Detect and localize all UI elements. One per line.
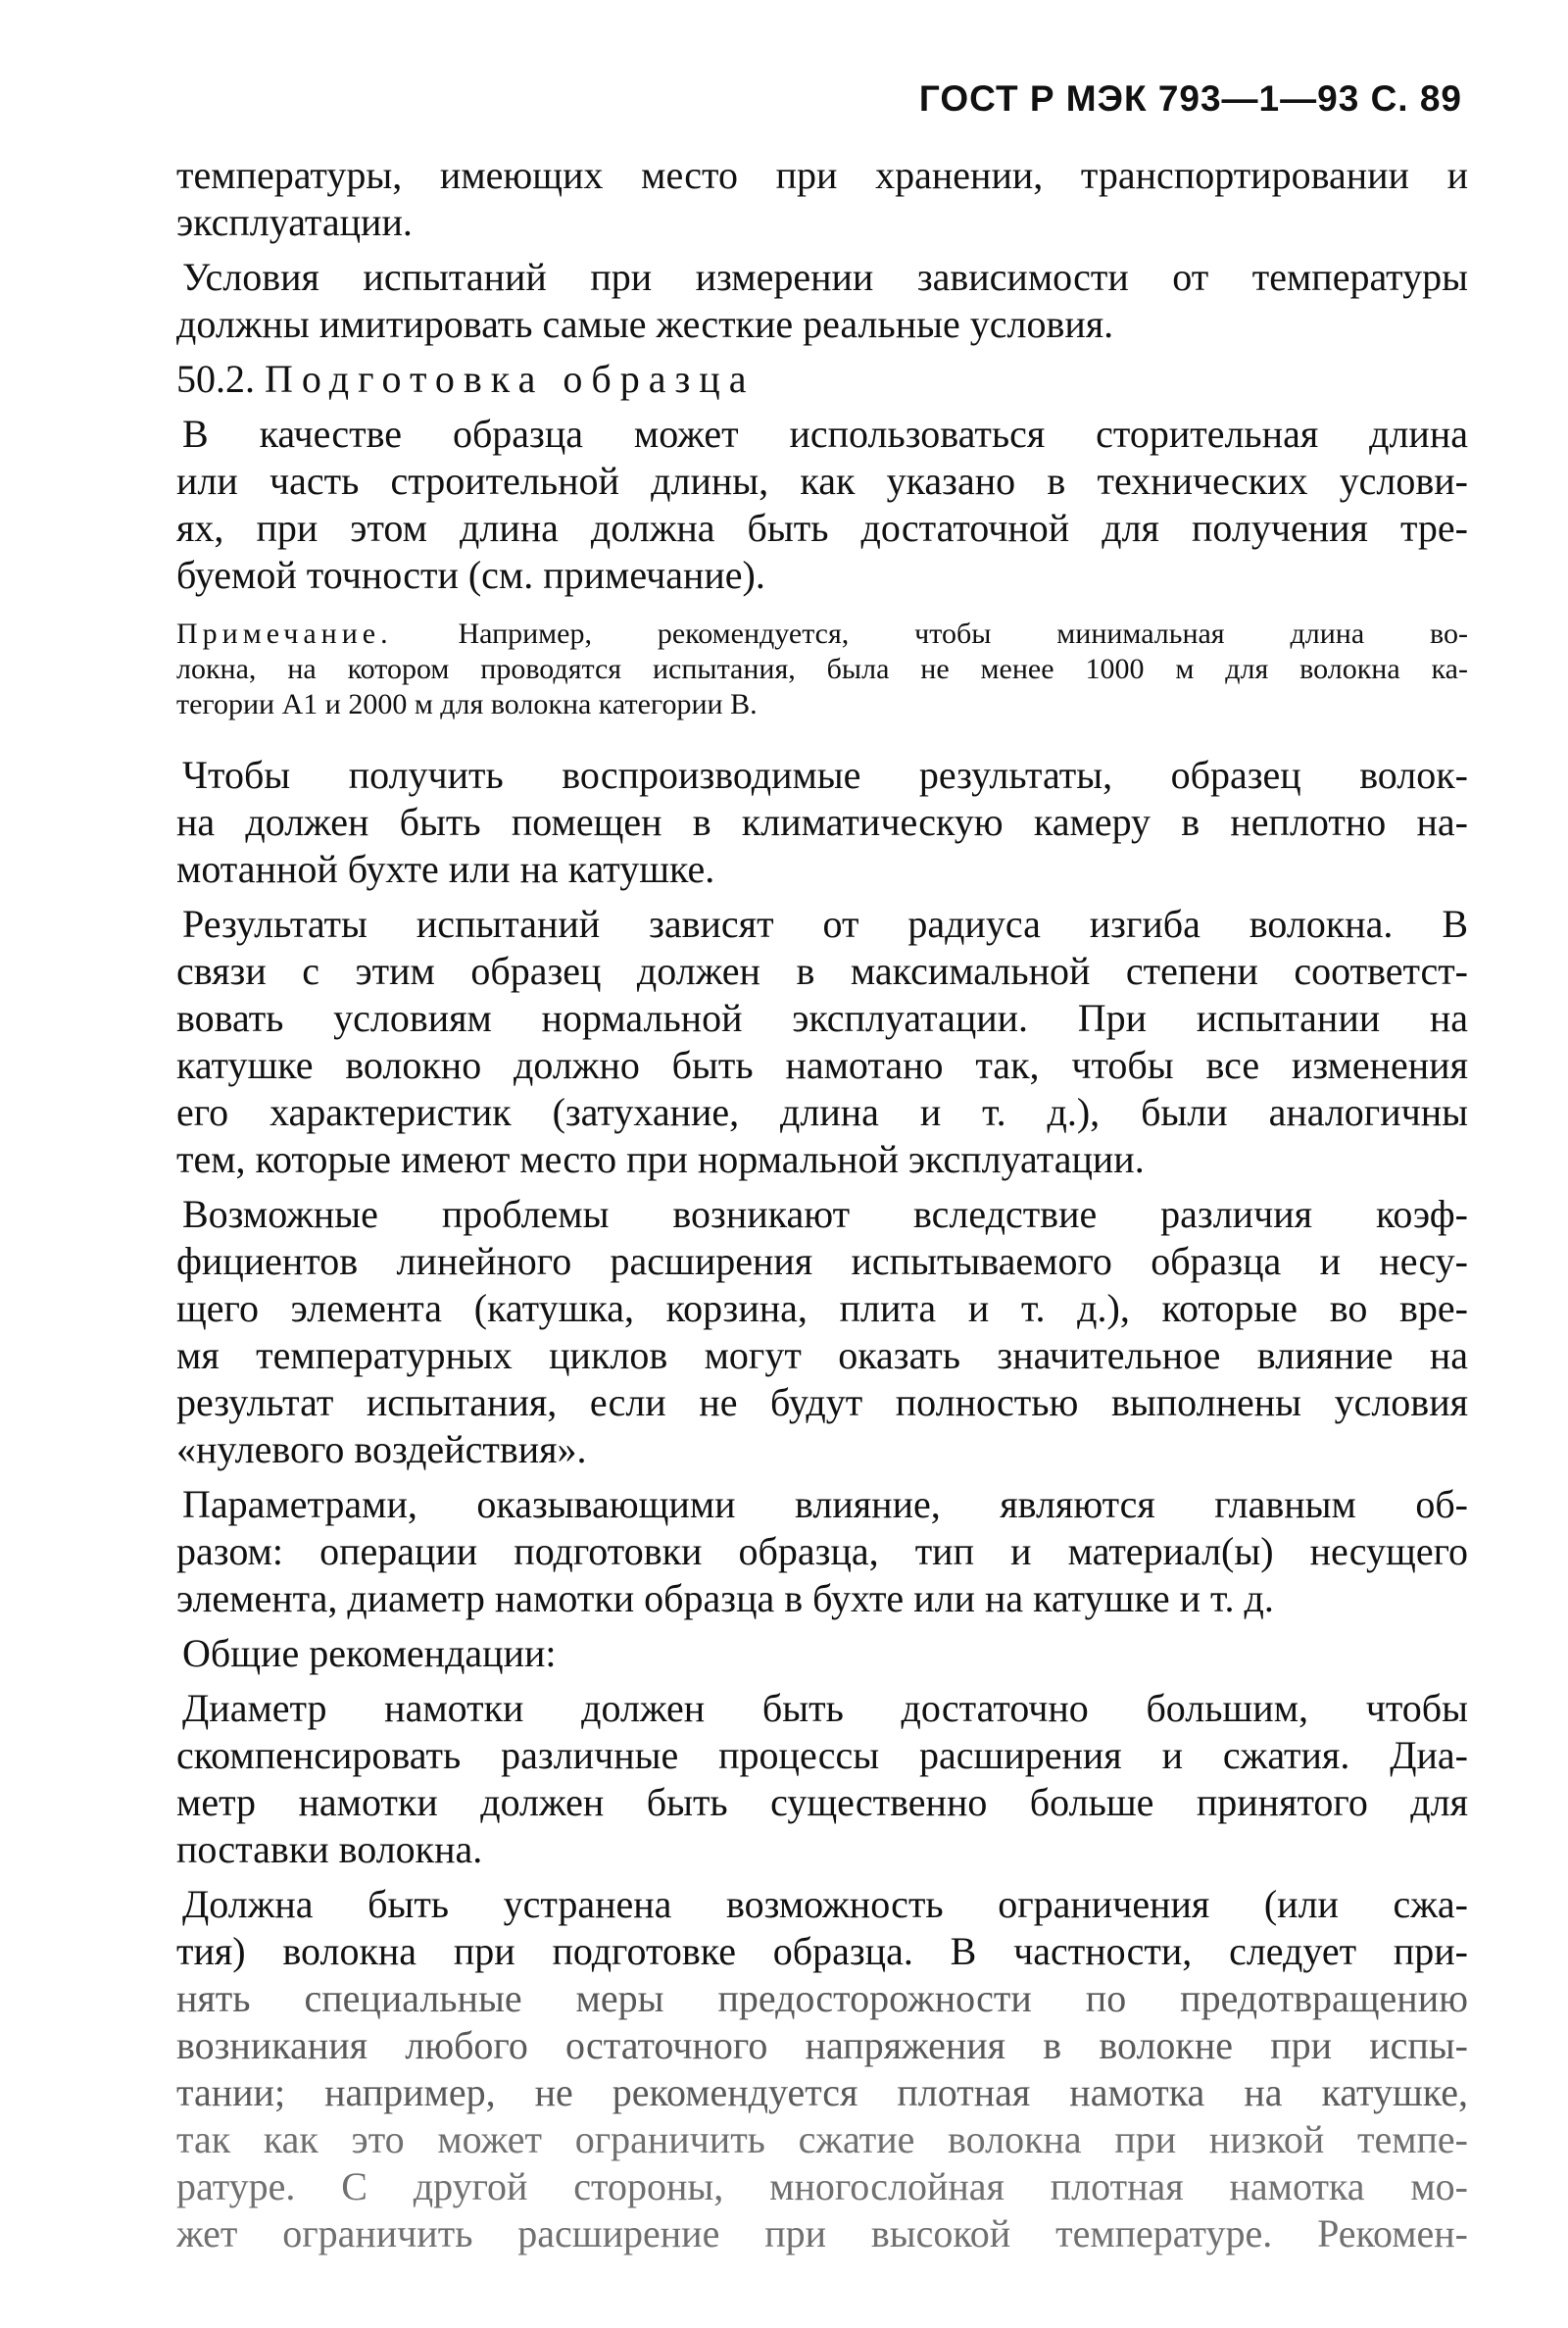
paragraph-10 xyxy=(176,1881,1468,2257)
text-line: элемента, диаметр намотки образца в бухте или на катушке и т. д. xyxy=(176,1576,1274,1620)
section-number: 50.2. xyxy=(176,357,255,401)
text-line: нять специальные меры предосторожности по предотвращению xyxy=(176,1976,1468,2020)
paragraph-1 xyxy=(176,152,1468,246)
text-line: ях, при этом длина должна быть достаточной для получения тре- xyxy=(176,506,1468,550)
running-header: ГОСТ Р МЭК 793—1—93 С. 89 xyxy=(918,78,1462,119)
text-line: метр намотки должен быть существенно больше принятого для xyxy=(176,1780,1468,1824)
paragraph-9 xyxy=(176,1685,1468,1873)
text-line: на должен быть помещен в климатическую камеру в неплотно на- xyxy=(176,800,1468,844)
text-line: Условия испытаний при измерении зависимости от температуры xyxy=(182,255,1468,299)
text-line: эксплуатации. xyxy=(176,200,413,244)
text-line: тании; например, не рекомендуется плотная намотка на катушке, xyxy=(176,2070,1468,2114)
section-title: Подготовка образца xyxy=(265,357,756,401)
text-line: Должна быть устранена возможность ограничения (или сжа- xyxy=(182,1882,1468,1926)
text-line: щего элемента (катушка, корзина, плита и т. д.), которые во вре- xyxy=(176,1286,1468,1330)
text-line: или часть строительной длины, как указано в технических услови- xyxy=(176,459,1468,503)
text-line: вовать условиям нормальной эксплуатации. При испытании на xyxy=(176,996,1468,1040)
section-heading xyxy=(176,356,1468,403)
text-line: результат испытания, если не будут полностью выполнены условия xyxy=(176,1380,1468,1424)
paragraph-3 xyxy=(176,411,1468,599)
text-line: В качестве образца может использоваться сторительная длина xyxy=(182,412,1468,456)
text-line: возникания любого остаточного напряжения в волокне при испы- xyxy=(176,2023,1468,2067)
note-block xyxy=(176,617,1468,722)
text-line: разом: операции подготовки образца, тип и материал(ы) несущего xyxy=(176,1529,1468,1573)
text-line: жет ограничить расширение при высокой температуре. Рекомен- xyxy=(176,2211,1468,2255)
text-line: тем, которые имеют место при нормальной эксплуатации. xyxy=(176,1137,1145,1181)
paragraph-5 xyxy=(176,901,1468,1183)
text-line: фициентов линейного расширения испытываемого образца и несу- xyxy=(176,1239,1468,1283)
text-line: мя температурных циклов могут оказать значительное влияние на xyxy=(176,1333,1468,1377)
body-text xyxy=(176,152,1468,2265)
text-line: Возможные проблемы возникают вследствие различия коэф- xyxy=(182,1192,1468,1236)
text-line: должны имитировать самые жесткие реальные условия. xyxy=(176,302,1114,346)
text-line: температуры, имеющих место при хранении, транспортировании и xyxy=(176,153,1468,197)
note-label: Примечание. xyxy=(176,618,393,650)
text-line: Общие рекомендации: xyxy=(182,1631,557,1675)
paragraph-2 xyxy=(176,254,1468,348)
paragraph-8 xyxy=(176,1630,1468,1677)
text-line: тия) волокна при подготовке образца. В частности, следует при- xyxy=(176,1929,1468,1973)
text-line: так как это может ограничить сжатие волокна при низкой темпе- xyxy=(176,2117,1468,2161)
text-line: Диаметр намотки должен быть достаточно большим, чтобы xyxy=(182,1686,1468,1730)
text-line: катушке волокно должно быть намотано так, чтобы все изменения xyxy=(176,1043,1468,1087)
paragraph-4 xyxy=(176,752,1468,893)
text-line: буемой точности (см. примечание). xyxy=(176,553,765,597)
note-first-line xyxy=(176,617,1468,652)
text-line: его характеристик (затухание, длина и т. д.), были аналогичны xyxy=(176,1090,1468,1134)
text-line: скомпенсировать различные процессы расширения и сжатия. Диа- xyxy=(176,1733,1468,1777)
text-line: «нулевого воздействия». xyxy=(176,1427,587,1471)
paragraph-6 xyxy=(176,1191,1468,1473)
text-line: мотанной бухте или на катушке. xyxy=(176,847,715,891)
text-line: Результаты испытаний зависят от радиуса изгиба волокна. В xyxy=(182,902,1468,946)
note-text: Например, рекомендуется, чтобы минимальная длина во- xyxy=(392,618,1468,650)
text-line: Параметрами, оказывающими влияние, являются главным об- xyxy=(182,1482,1468,1526)
text-line: поставки волокна. xyxy=(176,1827,483,1871)
text-line: связи с этим образец должен в максимальной степени соответст- xyxy=(176,949,1468,993)
text-line: Чтобы получить воспроизводимые результаты, образец волок- xyxy=(182,753,1468,797)
note-line: локна, на котором проводятся испытания, была не менее 1000 м для волокна ка- xyxy=(176,653,1468,685)
paragraph-7 xyxy=(176,1481,1468,1622)
note-line: тегории А1 и 2000 м для волокна категории В. xyxy=(176,688,758,720)
text-line: ратуре. С другой стороны, многослойная плотная намотка мо- xyxy=(176,2164,1468,2208)
